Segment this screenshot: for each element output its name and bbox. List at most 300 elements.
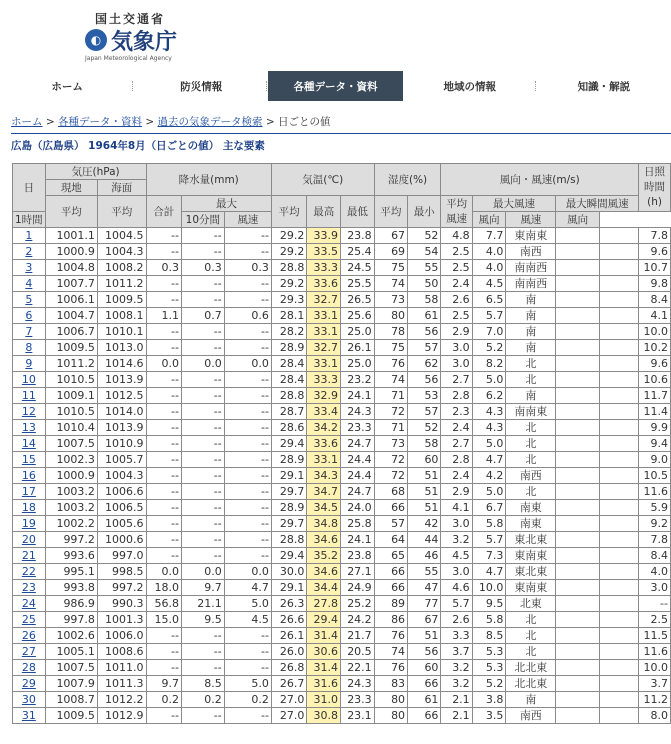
table-cell: 8.4: [639, 292, 671, 308]
table-cell: 55: [408, 564, 441, 580]
table-cell: 56: [408, 644, 441, 660]
table-cell: --: [181, 484, 224, 500]
header-total: 合計: [146, 196, 181, 228]
table-cell: 1010.1: [97, 324, 146, 340]
table-cell: 3.0: [441, 356, 472, 372]
table-cell: 50: [408, 276, 441, 292]
table-row: [13, 260, 671, 276]
table-cell: [599, 324, 638, 340]
day-link[interactable]: [13, 692, 46, 708]
nav-home[interactable]: ホーム: [0, 71, 134, 101]
day-link-text[interactable]: 8: [25, 340, 33, 354]
header-avg: 平均: [271, 196, 306, 228]
table-cell: 2.4: [441, 420, 472, 436]
table-cell: 3.7: [441, 644, 472, 660]
table-cell: 11.6: [639, 484, 671, 500]
table-cell: 5.8: [472, 612, 506, 628]
table-cell: 7.7: [472, 228, 506, 244]
table-cell: 北: [506, 372, 556, 388]
table-cell: 74: [374, 372, 407, 388]
table-row: [13, 452, 671, 468]
table-cell: 1003.2: [45, 500, 97, 516]
table-row: [13, 420, 671, 436]
table-cell: 24.1: [341, 388, 375, 404]
nav-knowledge[interactable]: 知識・解説: [577, 80, 631, 93]
table-cell: 29.7: [271, 484, 306, 500]
day-link-text[interactable]: 5: [25, 292, 33, 306]
table-cell: 2.9: [441, 324, 472, 340]
table-cell: 2.5: [441, 308, 472, 324]
table-cell: 1009.5: [45, 708, 97, 724]
table-cell: 6.2: [472, 388, 506, 404]
table-cell: 44: [408, 532, 441, 548]
table-cell: 86: [374, 612, 407, 628]
day-link[interactable]: [13, 340, 46, 356]
table-cell: --: [224, 276, 271, 292]
table-cell: 11.6: [639, 644, 671, 660]
table-cell: --: [146, 532, 181, 548]
table-cell: 30.0: [271, 564, 306, 580]
table-cell: 78: [374, 324, 407, 340]
day-link[interactable]: [13, 532, 46, 548]
table-cell: 30.8: [307, 708, 341, 724]
table-cell: 1011.3: [97, 676, 146, 692]
table-cell: 2.7: [441, 436, 472, 452]
table-cell: 24.4: [341, 468, 375, 484]
day-link[interactable]: [13, 452, 46, 468]
table-cell: 1013.9: [97, 420, 146, 436]
table-cell: 1012.2: [97, 692, 146, 708]
table-cell: 24.2: [341, 612, 375, 628]
day-link[interactable]: [13, 596, 46, 612]
table-cell: 72: [374, 452, 407, 468]
logo-subtitle: Japan Meteorological Agency: [85, 55, 172, 62]
day-link[interactable]: [13, 372, 46, 388]
table-cell: 24.7: [341, 484, 375, 500]
table-cell: 2.4: [441, 468, 472, 484]
table-cell: 34.2: [307, 420, 341, 436]
table-cell: 28.9: [271, 500, 306, 516]
day-link-text[interactable]: 17: [21, 484, 36, 498]
day-link-text[interactable]: 4: [25, 276, 33, 290]
table-cell: 10.0: [639, 324, 671, 340]
table-cell: 4.2: [472, 468, 506, 484]
day-link[interactable]: [13, 420, 46, 436]
table-cell: --: [181, 452, 224, 468]
table-cell: 29.4: [271, 548, 306, 564]
table-cell: 21.1: [181, 596, 224, 612]
day-link-text[interactable]: 23: [21, 580, 36, 594]
table-cell: --: [224, 468, 271, 484]
day-link-text[interactable]: 30: [21, 692, 36, 706]
table-row: [13, 564, 671, 580]
day-link[interactable]: [13, 628, 46, 644]
table-cell: 1004.5: [97, 228, 146, 244]
table-cell: 29.4: [271, 436, 306, 452]
table-cell: 25.6: [341, 308, 375, 324]
table-cell: --: [146, 484, 181, 500]
table-cell: 61: [408, 308, 441, 324]
page-title: 広島（広島県） 1964年8月（日ごとの値） 主な要素: [11, 140, 265, 152]
logo-text: 気象庁: [111, 30, 178, 55]
day-link-text[interactable]: 1: [25, 228, 33, 242]
day-link-text[interactable]: 9: [25, 356, 33, 370]
table-row: [13, 388, 671, 404]
table-cell: 33.1: [307, 452, 341, 468]
table-cell: 9.8: [639, 276, 671, 292]
table-cell: --: [146, 516, 181, 532]
table-cell: --: [181, 404, 224, 420]
table-cell: 33.1: [307, 308, 341, 324]
breadcrumb-home[interactable]: ホーム: [11, 116, 43, 128]
day-link-text[interactable]: 7: [25, 324, 33, 338]
nav-data[interactable]: 各種データ・資料: [268, 71, 402, 101]
table-cell: --: [224, 420, 271, 436]
table-cell: 1008.1: [97, 308, 146, 324]
table-cell: 11.2: [639, 692, 671, 708]
table-cell: 4.7: [472, 452, 506, 468]
table-cell: [556, 564, 600, 580]
table-cell: 995.1: [45, 564, 97, 580]
table-cell: --: [181, 276, 224, 292]
table-cell: --: [146, 244, 181, 260]
day-link[interactable]: [13, 228, 46, 244]
day-link[interactable]: [13, 244, 46, 260]
table-cell: 1000.6: [97, 532, 146, 548]
day-link[interactable]: [13, 676, 46, 692]
table-cell: 1013.9: [97, 372, 146, 388]
table-cell: 8.5: [181, 676, 224, 692]
table-row: [13, 484, 671, 500]
table-cell: 28.4: [271, 356, 306, 372]
table-cell: 北東: [506, 596, 556, 612]
table-cell: 北: [506, 452, 556, 468]
table-cell: 11.5: [639, 628, 671, 644]
table-cell: 58: [408, 292, 441, 308]
day-link[interactable]: [13, 436, 46, 452]
table-cell: 76: [374, 356, 407, 372]
table-cell: 9.6: [639, 356, 671, 372]
table-cell: [556, 244, 600, 260]
table-cell: 1002.6: [45, 628, 97, 644]
table-cell: 30.6: [307, 644, 341, 660]
day-link-text[interactable]: 26: [21, 628, 36, 642]
table-cell: 0.0: [181, 564, 224, 580]
day-link-text[interactable]: 27: [21, 644, 36, 658]
table-cell: [556, 596, 600, 612]
table-cell: 52: [408, 420, 441, 436]
table-cell: [599, 628, 638, 644]
table-body: [13, 228, 671, 724]
table-cell: 27.0: [271, 708, 306, 724]
table-row: [13, 660, 671, 676]
day-link[interactable]: [13, 388, 46, 404]
header-avg: 平均: [97, 196, 146, 228]
ministry-name: 国土交通省: [95, 12, 166, 26]
day-link[interactable]: [13, 564, 46, 580]
table-cell: [599, 596, 638, 612]
table-cell: 北: [506, 436, 556, 452]
day-link[interactable]: [13, 612, 46, 628]
table-cell: 4.3: [472, 404, 506, 420]
table-cell: 1005.1: [45, 644, 97, 660]
header-h1: 1時間: [13, 212, 46, 228]
day-link[interactable]: [13, 500, 46, 516]
nav-disaster-info[interactable]: 防災情報: [134, 71, 268, 101]
table-cell: 1009.1: [45, 388, 97, 404]
table-cell: 997.2: [45, 532, 97, 548]
table-cell: [599, 612, 638, 628]
table-row: [13, 532, 671, 548]
table-cell: 0.0: [224, 564, 271, 580]
day-link-text[interactable]: 31: [21, 708, 36, 722]
table-cell: 993.8: [45, 580, 97, 596]
table-cell: --: [181, 644, 224, 660]
table-cell: --: [639, 596, 671, 612]
day-link[interactable]: [13, 660, 46, 676]
table-cell: 北北東: [506, 676, 556, 692]
divider: [11, 133, 671, 134]
day-link-text[interactable]: 20: [21, 532, 36, 546]
table-cell: 8.5: [472, 628, 506, 644]
table-cell: [599, 308, 638, 324]
table-cell: [556, 404, 600, 420]
table-cell: [556, 628, 600, 644]
table-cell: --: [181, 228, 224, 244]
table-cell: [556, 436, 600, 452]
day-link[interactable]: [13, 548, 46, 564]
table-cell: 66: [374, 564, 407, 580]
table-cell: --: [146, 372, 181, 388]
day-link-text[interactable]: 2: [25, 244, 33, 258]
table-cell: 4.5: [224, 612, 271, 628]
table-cell: --: [224, 516, 271, 532]
table-cell: 0.2: [181, 692, 224, 708]
table-cell: 22.1: [341, 660, 375, 676]
table-cell: 74: [374, 644, 407, 660]
day-link-text[interactable]: 18: [21, 500, 36, 514]
table-cell: 1008.7: [45, 692, 97, 708]
table-cell: 24.7: [341, 436, 375, 452]
day-link-text[interactable]: 15: [21, 452, 36, 466]
table-cell: 1009.5: [97, 292, 146, 308]
table-cell: 28.4: [271, 372, 306, 388]
table-cell: 28.8: [271, 388, 306, 404]
table-cell: [556, 516, 600, 532]
table-cell: 5.0: [472, 436, 506, 452]
table-cell: 0.2: [224, 692, 271, 708]
table-cell: 7.0: [472, 324, 506, 340]
table-cell: 29.1: [271, 580, 306, 596]
day-link-text[interactable]: 11: [21, 388, 36, 402]
day-link[interactable]: [13, 468, 46, 484]
table-cell: --: [181, 372, 224, 388]
table-cell: 24.4: [341, 452, 375, 468]
table-cell: --: [146, 340, 181, 356]
table-cell: 51: [408, 468, 441, 484]
table-cell: 29.1: [271, 468, 306, 484]
table-cell: 76: [374, 660, 407, 676]
table-cell: [599, 340, 638, 356]
table-cell: 0.3: [224, 260, 271, 276]
table-cell: 29.2: [271, 244, 306, 260]
day-link-text[interactable]: 21: [21, 548, 36, 562]
day-link-text[interactable]: 28: [21, 660, 36, 674]
table-cell: 998.5: [97, 564, 146, 580]
table-cell: 10.0: [639, 660, 671, 676]
table-cell: 34.7: [307, 484, 341, 500]
table-cell: 南: [506, 388, 556, 404]
table-cell: 10.6: [639, 372, 671, 388]
day-link-text[interactable]: 24: [21, 596, 36, 610]
table-cell: 34.3: [307, 468, 341, 484]
day-link-text[interactable]: 14: [21, 436, 36, 450]
day-link-text[interactable]: 19: [21, 516, 36, 530]
day-link[interactable]: [13, 276, 46, 292]
table-cell: 23.3: [341, 692, 375, 708]
table-cell: 1004.8: [45, 260, 97, 276]
table-cell: 4.5: [472, 276, 506, 292]
table-cell: 3.0: [639, 580, 671, 596]
day-link-text[interactable]: 29: [21, 676, 36, 690]
table-cell: [599, 292, 638, 308]
table-cell: 24.1: [341, 532, 375, 548]
table-cell: 2.4: [441, 276, 472, 292]
table-cell: --: [181, 708, 224, 724]
day-link-text[interactable]: 16: [21, 468, 36, 482]
table-row: [13, 404, 671, 420]
day-link-text[interactable]: 25: [21, 612, 36, 626]
table-cell: [556, 324, 600, 340]
table-cell: 7.8: [639, 228, 671, 244]
breadcrumb-search[interactable]: 過去の気象データ検索: [157, 116, 263, 128]
table-cell: 32.7: [307, 292, 341, 308]
table-cell: 1003.2: [45, 484, 97, 500]
day-link[interactable]: [13, 260, 46, 276]
table-cell: --: [224, 372, 271, 388]
table-cell: 4.0: [472, 260, 506, 276]
table-cell: 51: [408, 484, 441, 500]
table-cell: 73: [374, 436, 407, 452]
table-cell: 1000.9: [45, 468, 97, 484]
table-cell: --: [181, 500, 224, 516]
table-cell: 33.6: [307, 436, 341, 452]
day-link[interactable]: [13, 308, 46, 324]
table-cell: 34.6: [307, 564, 341, 580]
table-cell: [599, 484, 638, 500]
day-link-text[interactable]: 10: [21, 372, 36, 386]
table-cell: [556, 308, 600, 324]
table-cell: 11.4: [639, 404, 671, 420]
table-cell: 29.7: [271, 516, 306, 532]
table-cell: 5.2: [472, 340, 506, 356]
day-link[interactable]: [13, 580, 46, 596]
table-cell: 28.8: [271, 260, 306, 276]
table-cell: 25.0: [341, 356, 375, 372]
table-cell: --: [224, 500, 271, 516]
table-cell: 北: [506, 644, 556, 660]
table-cell: [599, 708, 638, 724]
jma-logo[interactable]: [85, 27, 205, 67]
table-row: [13, 356, 671, 372]
table-cell: [556, 644, 600, 660]
table-cell: [556, 420, 600, 436]
table-row: [13, 548, 671, 564]
table-cell: 21.7: [341, 628, 375, 644]
table-cell: --: [224, 644, 271, 660]
table-cell: 5.0: [224, 676, 271, 692]
nav-regional[interactable]: 地域の情報: [403, 71, 537, 101]
table-cell: 3.2: [441, 660, 472, 676]
table-cell: [599, 228, 638, 244]
table-row: [13, 644, 671, 660]
day-link[interactable]: [13, 708, 46, 724]
table-cell: 24.9: [341, 580, 375, 596]
table-cell: 南西: [506, 708, 556, 724]
day-link-text[interactable]: 13: [21, 420, 36, 434]
table-cell: 35.2: [307, 548, 341, 564]
table-cell: 32.9: [307, 388, 341, 404]
table-cell: --: [224, 628, 271, 644]
day-link[interactable]: [13, 404, 46, 420]
day-link-text[interactable]: 6: [25, 308, 33, 322]
day-link-text[interactable]: 3: [25, 260, 33, 274]
table-cell: --: [181, 468, 224, 484]
table-cell: 34.4: [307, 580, 341, 596]
header-max-gust: 最大瞬間風速: [556, 196, 639, 212]
table-cell: [599, 276, 638, 292]
day-link[interactable]: [13, 484, 46, 500]
main-nav: [0, 71, 671, 101]
table-cell: 0.0: [181, 356, 224, 372]
table-cell: --: [181, 388, 224, 404]
table-cell: 7.8: [639, 532, 671, 548]
table-cell: [556, 580, 600, 596]
table-cell: 67: [374, 228, 407, 244]
table-cell: 南南西: [506, 276, 556, 292]
table-cell: 5.9: [639, 500, 671, 516]
table-cell: 4.7: [224, 580, 271, 596]
table-cell: 56: [408, 372, 441, 388]
day-link[interactable]: [13, 644, 46, 660]
table-cell: [599, 388, 638, 404]
table-cell: 南: [506, 308, 556, 324]
table-cell: 69: [374, 244, 407, 260]
table-cell: 42: [408, 516, 441, 532]
table-cell: [556, 388, 600, 404]
header-avg: 平均: [374, 196, 407, 228]
day-link[interactable]: [13, 324, 46, 340]
day-link[interactable]: [13, 292, 46, 308]
table-cell: 33.9: [307, 228, 341, 244]
table-cell: [599, 564, 638, 580]
day-link[interactable]: [13, 356, 46, 372]
table-cell: 26.1: [341, 340, 375, 356]
breadcrumb-data[interactable]: 各種データ・資料: [58, 116, 142, 128]
day-link[interactable]: [13, 516, 46, 532]
day-link-text[interactable]: 12: [21, 404, 36, 418]
header-minimum: 最小: [408, 196, 441, 228]
table-cell: 北: [506, 356, 556, 372]
table-cell: 997.0: [97, 548, 146, 564]
table-cell: 60: [408, 452, 441, 468]
day-link-text[interactable]: 22: [21, 564, 36, 578]
table-cell: 北: [506, 628, 556, 644]
header-sun: 日照時間(h): [639, 164, 671, 212]
table-cell: 75: [374, 340, 407, 356]
table-cell: --: [181, 292, 224, 308]
table-cell: 990.3: [97, 596, 146, 612]
